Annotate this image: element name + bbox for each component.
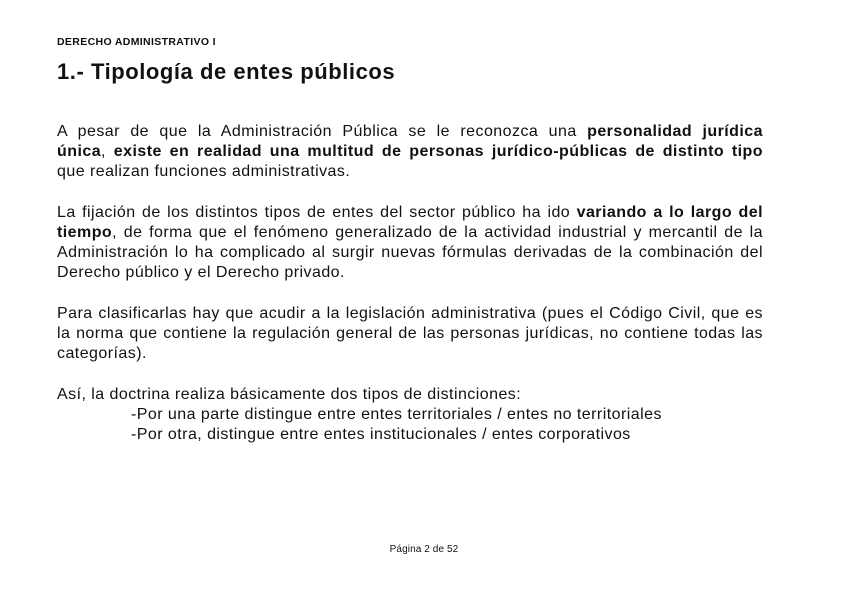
- section-title: 1.- Tipología de entes públicos: [57, 59, 396, 84]
- text-line: [57, 162, 763, 182]
- text-run: Administración lo ha complicado al surgir nuevas fórmulas derivadas de la combinación del: [57, 244, 763, 262]
- bold-text-run: variando a lo largo del: [576, 203, 764, 221]
- bold-text-run: existe en realidad una multitud de personas jurídico-públicas de distinto tipo: [113, 143, 764, 161]
- text-run: La fijación de los distintos tipos de entes del sector público ha ido: [57, 203, 577, 221]
- page-number: Página 2 de 52: [389, 544, 459, 555]
- bold-text-run: única: [57, 143, 102, 161]
- course-header: DERECHO ADMINISTRATIVO I: [57, 36, 216, 48]
- paragraphs-container: [57, 122, 763, 364]
- text-run: la norma que contiene la regulación general de las personas jurídicas, no contiene todas las: [57, 325, 763, 342]
- text-run: Derecho público y el Derecho privado.: [57, 264, 345, 282]
- bold-text-run: tiempo: [57, 224, 113, 241]
- list-item: -Por otra, distingue entre entes institucionales / entes corporativos: [131, 426, 631, 443]
- bold-text-run: personalidad jurídica: [587, 123, 763, 140]
- text-run: Para clasificarlas hay que acudir a la legislación administrativa (pues el Código Civil, que es: [57, 304, 763, 322]
- text-line: [57, 122, 763, 142]
- text-line: [57, 142, 763, 162]
- text-run: ,: [101, 143, 114, 161]
- text-run: categorías).: [57, 345, 147, 363]
- distinctions-block: [57, 385, 763, 446]
- body-paragraph: [57, 203, 763, 284]
- document-body: [57, 122, 763, 445]
- text-run: , de forma que el fenómeno generalizado de la actividad industrial y mercantil de la: [112, 224, 763, 241]
- text-line: [57, 324, 763, 344]
- text-line: [57, 203, 763, 223]
- text-line: [57, 263, 763, 283]
- text-line: [57, 243, 763, 263]
- text-line: [57, 304, 763, 324]
- list-item: -Por una parte distingue entre entes territoriales / entes no territoriales: [131, 405, 662, 423]
- body-paragraph: [57, 304, 763, 365]
- distinctions-intro: Así, la doctrina realiza básicamente dos tipos de distinciones:: [57, 385, 522, 403]
- text-line: [57, 223, 763, 243]
- text-run: A pesar de que la Administración Pública se le reconozca una: [57, 123, 588, 140]
- text-run: que realizan funciones administrativas.: [57, 163, 351, 181]
- distinctions-list: [57, 405, 763, 445]
- text-line: [57, 344, 763, 364]
- body-paragraph: [57, 122, 763, 183]
